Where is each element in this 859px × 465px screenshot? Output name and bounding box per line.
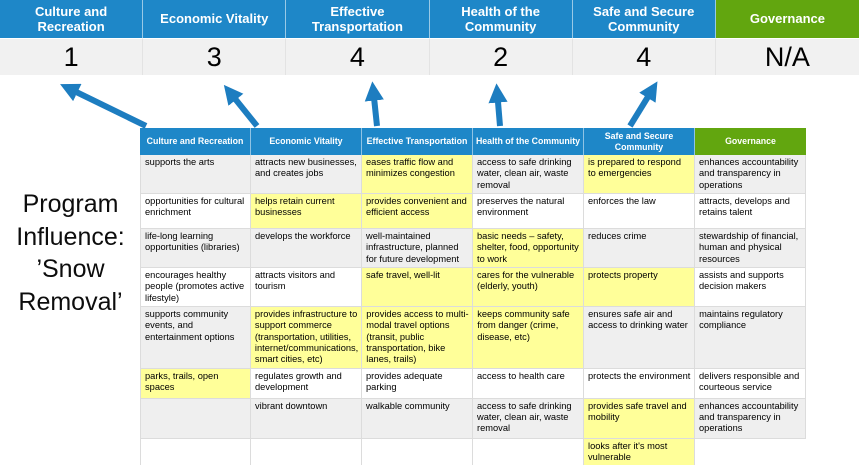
matrix-cell-r1c2: attracts new businesses, and creates jobs [251, 155, 362, 194]
program-influence-label: Program Influence: ’Snow Removal’ [16, 190, 125, 316]
matrix-cell-r1c5: is prepared to respond to emergencies [584, 155, 695, 194]
summary-header-row [0, 0, 859, 38]
matrix-cell-r6c5: protects the environment [584, 369, 695, 399]
arrow-economic-vitality [228, 90, 257, 126]
matrix-header-row [140, 128, 806, 155]
arrow-safe-and-secure-community [630, 87, 654, 126]
matrix-cell-r8c5: looks after it's most vulnerable [584, 439, 695, 465]
matrix-row-3 [140, 229, 806, 268]
matrix-cell-r8c1 [140, 439, 251, 465]
matrix-cell-r1c6: enhances accountability and transparency in operations [695, 155, 806, 194]
matrix-cell-r3c5: reduces crime [584, 229, 695, 268]
matrix-row-7 [140, 399, 806, 439]
matrix-header-safe-and-secure-community: Safe and Secure Community [584, 128, 695, 155]
summary-score-effective-transportation: 4 [286, 38, 429, 75]
matrix-cell-r2c6: attracts, develops and retains talent [695, 194, 806, 229]
arrow-culture-and-recreation [66, 87, 146, 126]
matrix-row-5 [140, 307, 806, 369]
matrix-cell-r4c3: safe travel, well-lit [362, 268, 473, 307]
influence-arrows [0, 76, 859, 128]
matrix-cell-r8c6 [695, 439, 806, 465]
matrix-cell-r4c6: assists and supports decision makers [695, 268, 806, 307]
matrix-cell-r1c4: access to safe drinking water, clean air, waste removal [473, 155, 584, 194]
matrix-cell-r5c2: provides infrastructure to support commerce (transportation, utilities, internet/communications, smart cities, etc) [251, 307, 362, 369]
matrix-cell-r2c2: helps retain current businesses [251, 194, 362, 229]
matrix-cell-r1c1: supports the arts [140, 155, 251, 194]
summary-header-effective-transportation: Effective Transportation [286, 0, 429, 38]
matrix-cell-r7c5: provides safe travel and mobility [584, 399, 695, 439]
matrix-body [140, 155, 806, 465]
summary-score-culture-and-recreation: 1 [0, 38, 143, 75]
arrow-health-of-the-community [497, 90, 500, 126]
matrix-cell-r7c1 [140, 399, 251, 439]
matrix-cell-r1c3: eases traffic flow and minimizes congestion [362, 155, 473, 194]
matrix-cell-r3c1: life-long learning opportunities (libraries) [140, 229, 251, 268]
matrix-cell-r2c4: preserves the natural environment [473, 194, 584, 229]
matrix-header-culture-and-recreation: Culture and Recreation [140, 128, 251, 155]
influence-matrix [140, 128, 806, 465]
matrix-cell-r2c3: provides convenient and efficient access [362, 194, 473, 229]
matrix-row-1 [140, 155, 806, 194]
matrix-cell-r7c2: vibrant downtown [251, 399, 362, 439]
summary-table [0, 0, 859, 75]
matrix-cell-r4c5: protects property [584, 268, 695, 307]
matrix-cell-r8c2 [251, 439, 362, 465]
matrix-row-6 [140, 369, 806, 399]
matrix-cell-r5c5: ensures safe air and access to drinking water [584, 307, 695, 369]
matrix-cell-r6c3: provides adequate parking [362, 369, 473, 399]
matrix-cell-r3c3: well-maintained infrastructure, planned for future development [362, 229, 473, 268]
matrix-row-8 [140, 439, 806, 465]
summary-header-economic-vitality: Economic Vitality [143, 0, 286, 38]
matrix-cell-r4c4: cares for the vulnerable (elderly, youth) [473, 268, 584, 307]
matrix-cell-r4c1: encourages healthy people (promotes active lifestyle) [140, 268, 251, 307]
summary-score-governance: N/A [716, 38, 859, 75]
matrix-header-governance: Governance [695, 128, 806, 155]
matrix-header-economic-vitality: Economic Vitality [251, 128, 362, 155]
matrix-cell-r7c6: enhances accountability and transparency in operations [695, 399, 806, 439]
matrix-cell-r6c1: parks, trails, open spaces [140, 369, 251, 399]
summary-header-safe-and-secure-community: Safe and Secure Community [573, 0, 716, 38]
matrix-cell-r8c3 [362, 439, 473, 465]
matrix-cell-r5c1: supports community events, and entertainment options [140, 307, 251, 369]
matrix-cell-r7c3: walkable community [362, 399, 473, 439]
matrix-cell-r4c2: attracts visitors and tourism [251, 268, 362, 307]
matrix-row-2 [140, 194, 806, 229]
matrix-header-effective-transportation: Effective Transportation [362, 128, 473, 155]
matrix-cell-r5c3: provides access to multi-modal travel options (transit, public transportation, bike lanes, trails) [362, 307, 473, 369]
matrix-cell-r2c1: opportunities for cultural enrichment [140, 194, 251, 229]
matrix-cell-r6c2: regulates growth and development [251, 369, 362, 399]
matrix-cell-r5c4: keeps community safe from danger (crime, disease, etc) [473, 307, 584, 369]
matrix-cell-r3c6: stewardship of financial, human and physical resources [695, 229, 806, 268]
summary-score-economic-vitality: 3 [143, 38, 286, 75]
summary-score-safe-and-secure-community: 4 [573, 38, 716, 75]
matrix-cell-r2c5: enforces the law [584, 194, 695, 229]
matrix-cell-r5c6: maintains regulatory compliance [695, 307, 806, 369]
summary-score-health-of-the-community: 2 [430, 38, 573, 75]
matrix-cell-r8c4 [473, 439, 584, 465]
summary-header-culture-and-recreation: Culture and Recreation [0, 0, 143, 38]
summary-header-governance: Governance [716, 0, 859, 38]
matrix-header-health-of-the-community: Health of the Community [473, 128, 584, 155]
summary-score-row [0, 38, 859, 75]
matrix-cell-r7c4: access to safe drinking water, clean air, waste removal [473, 399, 584, 439]
matrix-cell-r3c4: basic needs – safety, shelter, food, opportunity to work [473, 229, 584, 268]
matrix-row-4 [140, 268, 806, 307]
arrow-effective-transportation [373, 88, 377, 126]
matrix-cell-r3c2: develops the workforce [251, 229, 362, 268]
summary-header-health-of-the-community: Health of the Community [430, 0, 573, 38]
matrix-cell-r6c4: access to health care [473, 369, 584, 399]
matrix-cell-r6c6: delivers responsible and courteous service [695, 369, 806, 399]
